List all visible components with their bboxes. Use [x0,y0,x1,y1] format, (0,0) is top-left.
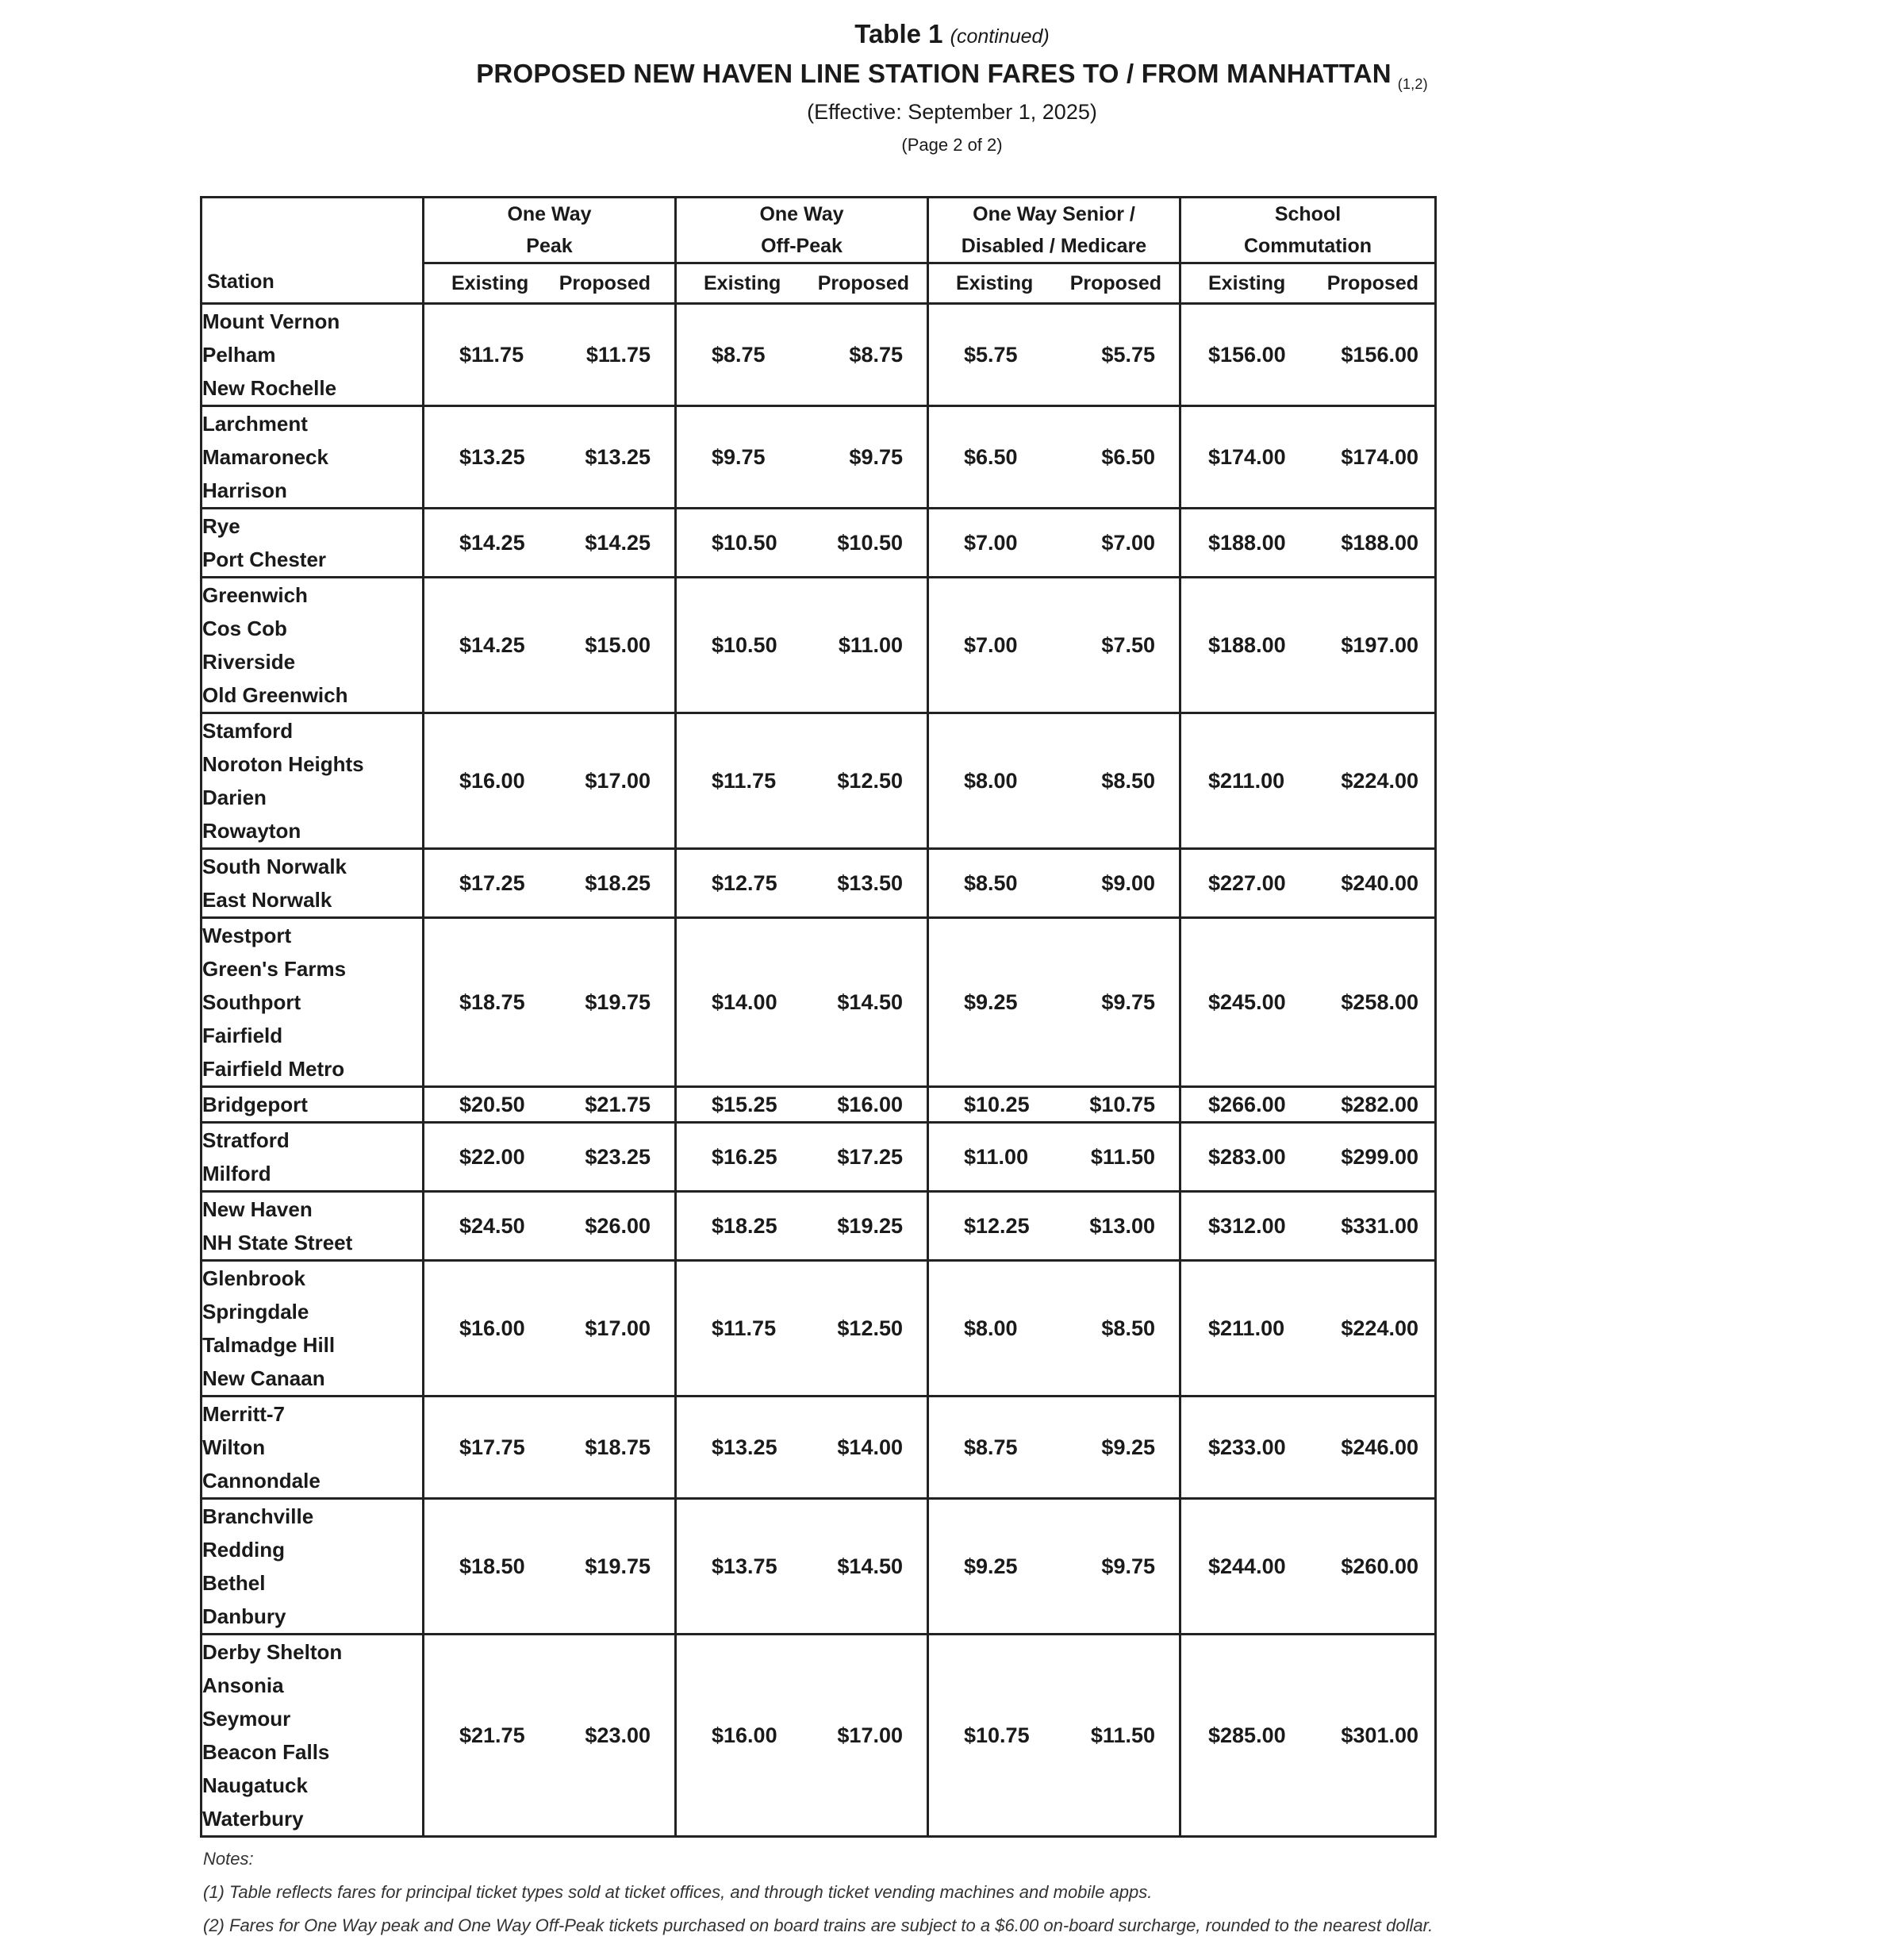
fare-cell-school [1180,509,1436,578]
existing-fare: $285.00 [1208,1723,1286,1747]
existing-fare: $233.00 [1208,1435,1286,1459]
fare-cell-senior [928,1499,1180,1635]
station-cell [202,509,424,578]
station-name: Rye [202,514,240,538]
group-header-line: Peak [526,235,573,257]
fare-cell-school [1180,1261,1436,1397]
page-indicator: (Page 2 of 2) [901,135,1003,155]
existing-fare: $156.00 [1208,342,1286,367]
subheader-existing: Existing [451,272,529,294]
proposed-fare: $10.75 [1089,1092,1155,1116]
fare-cell-senior [928,1635,1180,1837]
fare-cell-off-peak [676,1261,928,1397]
station-cell [202,406,424,509]
fare-cell-off-peak [676,304,928,406]
station-cell [202,918,424,1087]
proposed-fare: $9.75 [1101,989,1155,1014]
existing-fare: $21.75 [459,1723,525,1747]
station-name: Redding [202,1538,285,1562]
fare-cell-off-peak [676,1192,928,1261]
existing-fare: $11.75 [712,768,777,793]
station-name: Danbury [202,1604,286,1628]
proposed-fare: $17.25 [837,1144,903,1169]
fare-cell-off-peak [676,1123,928,1192]
proposed-fare: $26.00 [585,1213,651,1238]
proposed-fare: $14.00 [837,1435,903,1459]
group-header-line: Commutation [1243,235,1372,257]
fares-table-body [202,304,1436,1837]
fare-cell-school [1180,304,1436,406]
fare-cell-peak [424,1087,676,1123]
fare-cell-peak [424,1261,676,1397]
proposed-fare: $14.25 [585,530,651,555]
station-cell [202,1123,424,1192]
fare-cell-off-peak [676,918,928,1087]
existing-fare: $211.00 [1208,1316,1285,1340]
fare-cell-school [1180,1499,1436,1635]
fare-cell-senior [928,406,1180,509]
table-row [202,849,1436,918]
station-name: Milford [202,1162,271,1185]
table-row [202,1635,1436,1837]
group-header-off-peak [676,198,928,263]
existing-fare: $9.25 [964,989,1018,1014]
proposed-fare: $197.00 [1341,632,1418,657]
fare-cell-peak [424,509,676,578]
proposed-fare: $15.00 [585,632,651,657]
station-name: East Norwalk [202,888,332,912]
fare-cell-school [1180,849,1436,918]
existing-fare: $22.00 [459,1144,525,1169]
proposed-fare: $5.75 [1101,342,1155,367]
existing-fare: $13.75 [712,1554,777,1578]
proposed-fare: $282.00 [1341,1092,1418,1116]
fare-cell-school [1180,1192,1436,1261]
proposed-fare: $23.00 [585,1723,651,1747]
station-cell [202,1635,424,1837]
proposed-fare: $258.00 [1341,989,1418,1014]
fare-cell-school [1180,1123,1436,1192]
station-name: Seymour [202,1707,291,1731]
table-row [202,1397,1436,1499]
proposed-fare: $8.50 [1101,768,1155,793]
existing-fare: $17.75 [459,1435,525,1459]
existing-fare: $18.75 [459,989,525,1014]
subheader-proposed: Proposed [817,272,909,294]
table-row [202,1499,1436,1635]
station-name: Glenbrook [202,1266,306,1290]
group-header-line: Off-Peak [761,235,843,257]
existing-fare: $227.00 [1208,870,1286,895]
proposed-fare: $9.25 [1101,1435,1155,1459]
existing-fare: $8.00 [964,1316,1018,1340]
existing-fare: $188.00 [1208,632,1286,657]
group-header-senior [928,198,1180,263]
existing-fare: $312.00 [1208,1213,1286,1238]
existing-fare: $12.25 [964,1213,1030,1238]
subheader-peak [424,263,676,304]
station-name: Stratford [202,1128,290,1152]
title-footnote-ref: (1,2) [1397,76,1428,92]
fare-cell-senior [928,509,1180,578]
proposed-fare: $13.00 [1089,1213,1155,1238]
station-name: Darien [202,786,267,809]
fare-cell-off-peak [676,1087,928,1123]
proposed-fare: $9.75 [1101,1554,1155,1578]
proposed-fare: $17.00 [585,1316,651,1340]
station-name: New Canaan [202,1366,325,1390]
station-name: Riverside [202,650,296,674]
subheader-school [1180,263,1436,304]
existing-fare: $18.25 [712,1213,777,1238]
station-name: Springdale [202,1300,309,1324]
existing-fare: $24.50 [459,1213,525,1238]
existing-fare: $11.75 [459,342,524,367]
table-row [202,578,1436,713]
fare-cell-peak [424,713,676,849]
group-header-line: One Way [759,203,844,225]
station-name: Noroton Heights [202,752,364,776]
proposed-fare: $12.50 [837,768,903,793]
proposed-fare: $331.00 [1341,1213,1418,1238]
station-name: Green's Farms [202,957,347,981]
fare-cell-peak [424,304,676,406]
subheader-existing: Existing [1208,272,1286,294]
group-header-peak [424,198,676,263]
station-name: Branchville [202,1504,314,1528]
station-cell [202,1397,424,1499]
station-column-header: Station [202,198,424,304]
proposed-fare: $12.50 [837,1316,903,1340]
station-cell [202,304,424,406]
proposed-fare: $16.00 [837,1092,903,1116]
note-1: (1) Table reflects fares for principal ticket types sold at ticket offices, and through ticket vending machines and mobile apps. [203,1882,1153,1902]
station-name: Fairfield Metro [202,1057,345,1081]
subheader-proposed: Proposed [1069,272,1161,294]
proposed-fare: $6.50 [1101,444,1155,469]
station-name: Westport [202,924,292,947]
proposed-fare: $11.75 [585,342,651,367]
group-header-line: Disabled / Medicare [961,235,1147,257]
station-name: Larchment [202,412,308,436]
title-text: PROPOSED NEW HAVEN LINE STATION FARES TO / FROM MANHATTAN [476,59,1392,88]
fare-cell-off-peak [676,849,928,918]
proposed-fare: $10.50 [837,530,903,555]
proposed-fare: $8.75 [849,342,903,367]
proposed-fare: $224.00 [1341,1316,1418,1340]
station-name: Fairfield [202,1024,283,1047]
proposed-fare: $21.75 [585,1092,651,1116]
station-name: Bethel [202,1571,266,1595]
proposed-fare: $17.00 [837,1723,903,1747]
group-header-line: One Way [507,203,592,225]
fare-cell-senior [928,1261,1180,1397]
existing-fare: $10.75 [964,1723,1030,1747]
station-name: Port Chester [202,547,327,571]
proposed-fare: $224.00 [1341,768,1418,793]
proposed-fare: $8.50 [1101,1316,1155,1340]
table-row [202,1087,1436,1123]
station-name: New Haven [202,1197,313,1221]
existing-fare: $11.75 [712,1316,777,1340]
proposed-fare: $156.00 [1341,342,1418,367]
fare-cell-peak [424,1635,676,1837]
station-name: South Norwalk [202,855,347,878]
proposed-fare: $246.00 [1341,1435,1418,1459]
existing-fare: $8.00 [964,768,1018,793]
existing-fare: $16.00 [459,768,525,793]
existing-fare: $8.75 [964,1435,1018,1459]
fare-cell-school [1180,713,1436,849]
note-2: (2) Fares for One Way peak and One Way Off-Peak tickets purchased on board trains are subject to a $6.00 on-board surcharge, rounded to the nearest dollar. [203,1915,1434,1935]
existing-fare: $16.00 [712,1723,777,1747]
fare-cell-school [1180,918,1436,1087]
table-number: Table 1 [854,19,943,48]
existing-fare: $17.25 [459,870,525,895]
fare-cell-senior [928,578,1180,713]
existing-fare: $13.25 [459,444,525,469]
station-name: Bridgeport [202,1093,308,1116]
existing-fare: $174.00 [1208,444,1286,469]
existing-fare: $15.25 [712,1092,777,1116]
fare-cell-off-peak [676,1397,928,1499]
existing-fare: $13.25 [712,1435,777,1459]
station-name: Ansonia [202,1673,284,1697]
station-name: Mamaroneck [202,445,328,469]
proposed-fare: $11.50 [1090,1723,1155,1747]
fare-cell-peak [424,1499,676,1635]
fare-cell-senior [928,1087,1180,1123]
fare-cell-school [1180,1635,1436,1837]
station-cell [202,849,424,918]
existing-fare: $266.00 [1208,1092,1286,1116]
existing-fare: $5.75 [964,342,1018,367]
station-name: NH State Street [202,1231,353,1254]
station-cell [202,1499,424,1635]
notes-heading: Notes: [203,1849,254,1869]
proposed-fare: $19.75 [585,1554,651,1578]
subheader-senior [928,263,1180,304]
proposed-fare: $17.00 [585,768,651,793]
subheader-existing: Existing [704,272,781,294]
station-name: Derby Shelton [202,1640,343,1664]
proposed-fare: $14.50 [837,1554,903,1578]
table-row [202,1261,1436,1397]
fare-cell-senior [928,918,1180,1087]
group-header-school [1180,198,1436,263]
fare-cell-off-peak [676,1499,928,1635]
existing-fare: $12.75 [712,870,777,895]
proposed-fare: $188.00 [1341,530,1418,555]
proposed-fare: $260.00 [1341,1554,1418,1578]
group-header-line: School [1274,203,1342,225]
existing-fare: $10.25 [964,1092,1030,1116]
fare-cell-senior [928,1397,1180,1499]
fare-cell-senior [928,849,1180,918]
existing-fare: $14.25 [459,530,525,555]
station-cell [202,1087,424,1123]
station-name: Greenwich [202,583,308,607]
table-row [202,406,1436,509]
station-name: Cannondale [202,1469,321,1493]
existing-fare: $7.00 [964,632,1018,657]
fares-table [200,196,1437,1838]
table-label [0,19,1904,49]
proposed-fare: $13.25 [585,444,651,469]
station-name: Mount Vernon [202,309,340,333]
fare-cell-school [1180,1397,1436,1499]
proposed-fare: $23.25 [585,1144,651,1169]
fare-cell-peak [424,1123,676,1192]
fare-cell-off-peak [676,1635,928,1837]
fare-cell-peak [424,578,676,713]
station-cell [202,1261,424,1397]
fare-cell-senior [928,1123,1180,1192]
existing-fare: $8.50 [964,870,1018,895]
existing-fare: $211.00 [1208,768,1285,793]
proposed-fare: $299.00 [1341,1144,1418,1169]
station-name: Cos Cob [202,617,287,640]
table-row [202,1192,1436,1261]
existing-fare: $6.50 [964,444,1018,469]
existing-fare: $10.50 [712,530,777,555]
fare-cell-peak [424,918,676,1087]
station-name: Pelham [202,343,276,367]
proposed-fare: $9.75 [849,444,903,469]
existing-fare: $11.00 [964,1144,1029,1169]
table-row [202,713,1436,849]
existing-fare: $16.00 [459,1316,525,1340]
subheader-off-peak [676,263,928,304]
station-name: Naugatuck [202,1773,308,1797]
station-cell [202,1192,424,1261]
notes-section [203,1842,1433,1942]
proposed-fare: $19.25 [837,1213,903,1238]
proposed-fare: $240.00 [1341,870,1418,895]
table-row [202,1123,1436,1192]
fare-cell-peak [424,1397,676,1499]
existing-fare: $9.75 [712,444,766,469]
station-name: Beacon Falls [202,1740,330,1764]
station-name: Talmadge Hill [202,1333,336,1357]
proposed-fare: $11.50 [1090,1144,1155,1169]
proposed-fare: $7.00 [1101,530,1155,555]
existing-fare: $245.00 [1208,989,1286,1014]
fare-cell-off-peak [676,578,928,713]
station-name: Rowayton [202,819,301,843]
proposed-fare: $174.00 [1341,444,1418,469]
fare-cell-off-peak [676,509,928,578]
subheader-proposed: Proposed [1326,272,1418,294]
subheader-existing: Existing [956,272,1034,294]
table-row [202,304,1436,406]
proposed-fare: $18.75 [585,1435,651,1459]
fare-cell-peak [424,849,676,918]
station-name: Harrison [202,478,287,502]
fare-cell-peak [424,1192,676,1261]
station-name: Wilton [202,1435,266,1459]
existing-fare: $244.00 [1208,1554,1286,1578]
fare-cell-school [1180,578,1436,713]
proposed-fare: $18.25 [585,870,651,895]
proposed-fare: $301.00 [1341,1723,1418,1747]
station-name: New Rochelle [202,376,337,400]
station-name: Merritt-7 [202,1402,286,1426]
proposed-fare: $19.75 [585,989,651,1014]
fare-cell-off-peak [676,406,928,509]
fare-cell-senior [928,304,1180,406]
proposed-fare: $9.00 [1101,870,1155,895]
fare-cell-senior [928,713,1180,849]
fare-cell-off-peak [676,713,928,849]
table-row [202,509,1436,578]
existing-fare: $8.75 [712,342,766,367]
existing-fare: $283.00 [1208,1144,1286,1169]
effective-date: (Effective: September 1, 2025) [807,100,1097,124]
station-name: Old Greenwich [202,683,348,707]
group-header-line: One Way Senior / [973,203,1135,225]
proposed-fare: $11.00 [838,632,903,657]
station-name: Stamford [202,719,294,743]
fare-cell-senior [928,1192,1180,1261]
document-title [0,59,1904,93]
existing-fare: $16.25 [712,1144,777,1169]
proposed-fare: $13.50 [837,870,903,895]
existing-fare: $10.50 [712,632,777,657]
fare-cell-peak [424,406,676,509]
subheader-proposed: Proposed [559,272,651,294]
table-row [202,918,1436,1087]
station-cell [202,578,424,713]
existing-fare: $7.00 [964,530,1018,555]
fare-cell-school [1180,1087,1436,1123]
continued-label: (continued) [950,25,1050,48]
proposed-fare: $7.50 [1101,632,1155,657]
existing-fare: $14.00 [712,989,777,1014]
existing-fare: $20.50 [459,1092,525,1116]
existing-fare: $188.00 [1208,530,1286,555]
existing-fare: $14.25 [459,632,525,657]
existing-fare: $18.50 [459,1554,525,1578]
station-cell [202,713,424,849]
proposed-fare: $14.50 [837,989,903,1014]
existing-fare: $9.25 [964,1554,1018,1578]
station-name: Waterbury [202,1807,304,1831]
station-name: Southport [202,990,301,1014]
fare-cell-school [1180,406,1436,509]
